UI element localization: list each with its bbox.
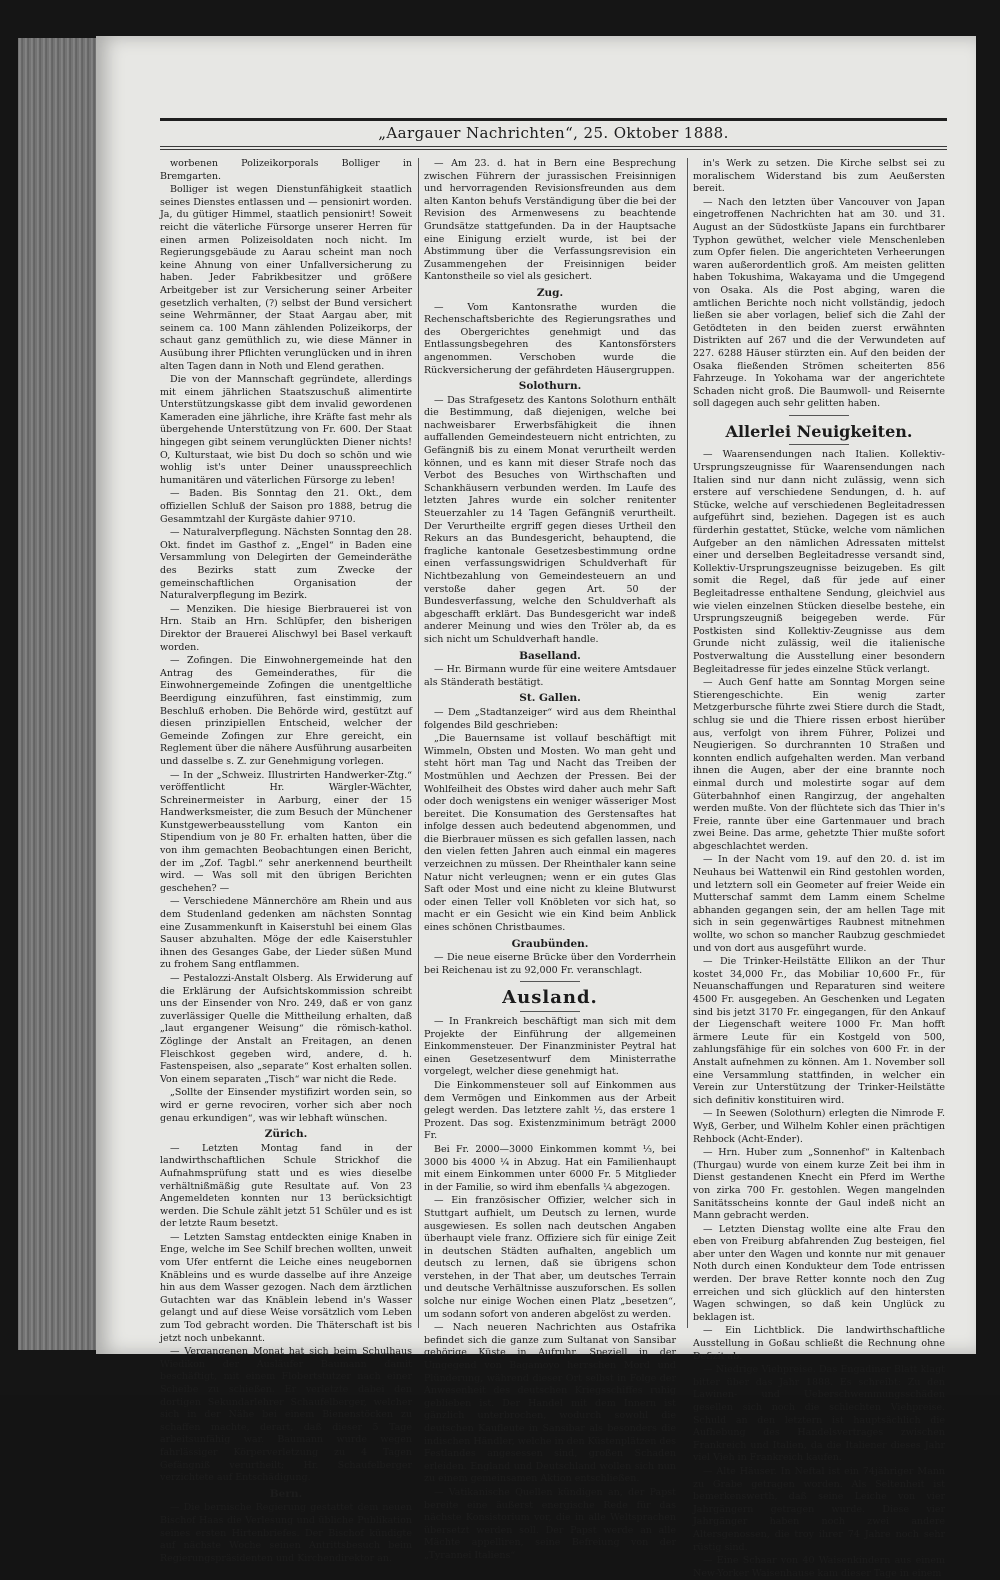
masthead-rule-bottom-2 [160, 149, 947, 150]
article-paragraph: — Waarensendungen nach Italien. Kollektiv-Ursprungszeugnisse für Waarensendungen nach Italien sind nur dann nicht zulässig, wenn sich erstere auf verschiedene Sendungen, d. h. auf Stücke, welche auf verschiedenen Begleitadressen aufgeführt sind, beziehen. Dagegen ist es auch fürderhin gestattet, Stücke, welche vom nämlichen Aufgeber an den nämlichen Adressaten mittelst einer und derselben Begleitadresse versandt sind, Kollektiv-Ursprungszeugnisse beizugeben. Es gilt somit die Regel, daß für jede auf einer Begleitadresse enthaltene Sendung, gleichviel aus wie vielen einzelnen Stücken dieselbe bestehe, ein Ursprungszeugniß beigegeben werde. Für Postkisten sind Kollektiv-Zeugnisse aus dem Grunde nicht zulässig, weil die italienische Postverwaltung die Ausstellung einer besondern Begleitadresse für jedes einzelne Stück verlangt. [693, 449, 945, 675]
article-paragraph: „Sollte der Einsender mystifizirt worden sein, so wird er gerne revociren, vorher sich aber noch genau erkundigen“, was wir lebhaft wünschen. [160, 1087, 412, 1124]
section-divider [789, 415, 849, 416]
article-paragraph: — Hrn. Huber zum „Sonnenhof“ in Kaltenbach (Thurgau) wurde von einem kurze Zeit bei ihm in Dienst gestandenen Knecht ein Pferd im Werthe von zirka 700 Fr. gestohlen. Wegen mangelnden Sanitätsscheins konnte der Gaul indeß nicht an Mann gebracht werden. [693, 1147, 945, 1222]
article-paragraph: — Vatikanische Quellen kündigen an, der Papst bereite eine äußerst energische Rede für das nächste Konsistorium vor, die in alle Weltsprachen übersetzt werden soll. Der Papst werde an alle Mächte appelliren, seine Befreiung von der „Tyrannei Italiens“ [424, 1486, 676, 1561]
article-paragraph: in's Werk zu setzen. Die Kirche selbst sei zu moralischem Widerstand bis zum Aeußersten bereit. [693, 158, 945, 195]
masthead-rule-bottom [160, 146, 947, 147]
heading-zug: Zug. [536, 286, 564, 299]
article-paragraph: — Pestalozzi-Anstalt Olsberg. Als Erwiderung auf die Erklärung der Aufsichtskommission schreibt uns der Einsender von Nro. 249, daß er von ganz zuverlässiger Quelle die Mittheilung erhalten, daß „laut ergangener Weisung“ die römisch-kathol. Zöglinge der Anstalt an Freitagen, an denen Fleischkost gegeben wird, andere, d. h. Fastenspeisen, also „separate“ Kost erhalten sollen. Von einem separaten „Tisch“ war nicht die Rede. [160, 973, 412, 1085]
article-paragraph: — Ein französischer Offizier, welcher sich in Stuttgart aufhielt, um Deutsch zu lernen, wurde ausgewiesen. Es sollen nach deutschen Angaben überhaupt viele franz. Offiziere sich für einige Zeit in deutschen Städten aufhalten, angeblich um deutsch zu lernen, daß sie übrigens schon verstehen, in der That aber, um deutsches Terrain und deutsche Verhältnisse auszuforschen. Es sollen solche nur einige Wochen einen Platz „besetzen“, um sodann sofort von anderen abgelöst zu werden. [424, 1195, 676, 1320]
masthead-rule-top [160, 118, 947, 121]
article-paragraph: — Letzten Montag fand in der landwirthschaftlichen Schule Strickhof die Aufnahmsprüfung statt und es wies dieselbe verhältnißmäßig gute Resultate auf. Von 23 Angemeldeten konnten nur 13 berücksichtigt werden. Die Schule zählt jetzt 51 Schüler und es ist der letzte Raum besetzt. [160, 1142, 412, 1230]
article-paragraph: — Die neue eiserne Brücke über den Vorderrhein bei Reichenau ist zu 92,000 Fr. veranschlagt. [424, 952, 676, 976]
section-divider [520, 1011, 580, 1012]
article-paragraph: — Die Trinker-Heilstätte Ellikon an der Thur kostet 34,000 Fr., das Mobiliar 10,600 Fr., für Neuanschaffungen und Reparaturen sind weitere 4500 Fr. ausgegeben. An Geschenken und Legaten sind bis jetzt 3170 Fr. eingegangen, für den Ankauf der Liegenschaft weitere 1000 Fr. Man hofft ärmere Leute für ein Kostgeld von 500, zahlungsfähige für ein solches von 600 Fr. in der Anstalt aufnehmen zu können. Am 1. November soll eine Versammlung stattfinden, in welcher ein Verein zur Unterstützung der Trinker-Heilstätte sich definitiv konstituiren wird. [693, 956, 945, 1106]
article-paragraph: — In der Nacht vom 19. auf den 20. d. ist im Neuhaus bei Wattenwil ein Rind gestohlen worden, und letztern soll ein Geometer auf freier Weide ein Mutterschaf sammt dem Lamm einem Schelme abhanden gegangen sein, der am hellen Tage mit sich in sein gegenwärtiges Raubnest mitnehmen wollte, wo schon so mancher Raubzug geschmiedet und von dort aus ausgeführt wurde. [693, 854, 945, 954]
article-paragraph: — In Frankreich beschäftigt man sich mit dem Projekte der Einführung der allgemeinen Einkommensteuer. Der Finanzminister Peytral hat einen Gesetzesentwurf dem Ministerrathe vorgelegt, welcher diese genehmigt hat. [424, 1016, 676, 1078]
article-paragraph: — Vergangenen Monat hat sich beim Schulhaus Wiedikon der Ausläufer Baumann damit beschäftigt, mit einem Flobertstutzer nach einer Scheibe zu schießen. Er verletzte dabei den dortigen Sekundarlehrer Schaufelberger, welcher sich in der Nähe bei einem Bienenstöcken zu schaffen machte, derart, daß dieser 5 Tage arbeitsunfähig war. Baumann wurde wegen fahrlässiger Körperverletzung zu 4 Tagen Gefängniß verurtheilt; Hr. Schaufelberger verzichtete auf Entschädigung. [160, 1346, 412, 1484]
article-paragraph: — Auch Genf hatte am Sonntag Morgen seine Stierengeschichte. Ein wenig zarter Metzgerbursche führte zwei Stiere durch die Stadt, schlug sie und die Thiere rissen erbost hierüber aus, verfolgt von ihrem Führer, Polizei und Neugierigen. So durchrannten 10 Straßen und konnten endlich aufgehalten werden. Man verband ihnen die Augen, aber der eine brannte noch einmal durch und molestirte sogar auf dem Güterbahnhof einen Rangirzug, der angehalten werden mußte. Von der flüchtete sich das Thier in's Freie, rannte über eine Gartenmauer und brach zwei Beine. Das arme, gehetzte Thier mußte sofort abgeschlachtet werden. [693, 677, 945, 852]
article-paragraph: — Die bernische Regierung gestattet dem neuen Bischof Haas die Verlesung und übliche Publikation seines ersten Hirtenbriefes. Der Bischof kündigte auf nächste Woche seinen Antrittsbesuch beim Regierungspräsidenten und Kirchendirektor an. [160, 1502, 412, 1564]
column-divider-2 [687, 158, 688, 1328]
article-paragraph: — Eine Schaar von 40 Waisenkindern aus einem New-Yorker Waisenhause kam dieser Tage in einem [693, 1555, 945, 1579]
article-paragraph: worbenen Polizeikorporals Bolliger in Bremgarten. [160, 158, 412, 182]
article-paragraph: — Niedrige Viehpreise. Das Engadiner Blatt klagt bitter über das Jahr 1888. Es schreibt: Zu den Lawinen- und Ueberschwemmungsschäden gesellen sich noch die schlechten Viehpreise. Schuld an den letztern ist hauptsächlich die Aufhebung des Handelsvertrages zwischen Frankreich und Italien, da die Italiener dieses Jahr viel Vieh in Frankreich kaufen. [693, 1364, 945, 1464]
article-paragraph: Die Einkommensteuer soll auf Einkommen aus dem Vermögen und Einkommen aus der Arbeit gelegt werden. Das letztere zahlt ½, das erstere 1 Prozent. Das sog. Existenzminimum beträgt 2000 Fr. [424, 1079, 676, 1142]
heading-bern: Bern. [269, 1487, 303, 1500]
article-paragraph: „Die Bauernsame ist vollauf beschäftigt mit Wimmeln, Obsten und Mosten. Wo man geht und steht hört man Tag und Nacht das Treiben der Mostmühlen und Aechzen der Pressen. Bei der Wohlfeilheit des Obstes wird daher auch mehr Saft oder doch wenigstens ein weniger wässeriger Most bereitet. Die Konsumation des Gerstensaftes hat infolge dessen auch bedeutend abgenommen, und die Bierbrauer müssen es sich gefallen lassen, nach den vielen fetten Jahren auch einmal ein mageres verzeichnen zu müssen. Der Rheinthaler kann seine Natur nicht verleugnen; wenn er ein gutes Glas Saft oder Most und eine nicht zu kleine Blutwurst oder einen Teller voll Knöbleten vor sich hat, so macht er ein Gesicht wie ein Kind beim Anblick eines schönen Christbaumes. [424, 733, 676, 934]
section-divider [520, 981, 580, 982]
section-divider [789, 444, 849, 445]
article-paragraph: — Letzten Samstag entdeckten einige Knaben in Enge, welche im See Schilf brechen wollten, unweit vom Ufer entfernt die Leiche eines neugebornen Knäbleins und es wurde dasselbe auf ihre Anzeige hin aus dem Wasser gezogen. Nach dem ärztlichen Gutachten war das Knäblein lebend in's Wasser gelangt und auf diese Weise vorsätzlich vom Leben zum Tod gebracht worden. Die Thäterschaft ist bis jetzt noch unbekannt. [160, 1231, 412, 1344]
article-paragraph: — Alte Häuser. In Neftal ist ein 74jähriger Mann zu Grabe getragen worden. Als Seltenheit ist bemerkenswerth, daß seine Leiche von vier Jahrgängern getragen wurde. Diese vier Jahrgänger haben noch zwei andere Altersgenossen, die troy ihrer 74 Jahre noch sehr rüstig sind. [693, 1465, 945, 1553]
heading-stgallen: St. Gallen. [519, 692, 581, 705]
article-paragraph: Die von der Mannschaft gegründete, allerdings mit einem jährlichen Staatszuschuß alimentirte Unterstützungskasse gibt dem invalid gewordenen Kameraden eine jährliche, ihre Kräfte fast mehr als übergehende Unterstützung von Fr. 600. Der Staat hingegen gibt seinem verunglückten Diener nichts! O, Kulturstaat, wie bist Du doch so schön und wie wohlig ist's unter Deiner unausspreechlich humanitären und väterlichen Fürsorge zu leben! [160, 374, 412, 486]
article-paragraph: — Verschiedene Männerchöre am Rhein und aus dem Studenland gedenken am nächsten Sonntag eine Zusammenkunft in Kaiserstuhl bei einem Glas Sauser abzuhalten. Möge der edle Kaiserstuhler ihnen des Gesanges Gabe, der Lieder süßen Mund zu frohem Sang entflammen. [160, 896, 412, 971]
article-paragraph: — Hr. Birmann wurde für eine weitere Amtsdauer als Ständerath bestätigt. [424, 664, 676, 688]
article-paragraph: Bolliger ist wegen Dienstunfähigkeit staatlich seines Dienstes entlassen und — pensionirt worden. Ja, du gütiger Himmel, staatlich pensionirt! Soweit reicht die väterliche Fürsorge unserer Herren für einen armen Polizeisoldaten noch nicht. Im Regierungsgebäude zu Aarau scheint man noch keine Ahnung von einer Unfallversicherung zu haben. Jeder Fabrikbesitzer und größere Arbeitgeber ist zur Versicherung seiner Arbeiter gesetzlich verhalten, (?) selbst der Bund versichert seine Wehrmänner, der Staat Aargau aber, mit seinem ca. 100 Mann zählenden Polizeikorps, der schaut ganz gemüthlich zu, wie diese Männer in Ausübung ihrer Pflichten verunglücken und in ihren alten Tagen dann in Noth und Elend gerathen. [160, 184, 412, 372]
article-paragraph: Bei Fr. 2000—3000 Einkommen kommt ⅓, bei 3000 bis 4000 ¼ in Abzug. Hat ein Familienhaupt mit einem Einkommen unter 6000 Fr. 5 Mitglieder in der Familie, so wird ihm ebenfalls ¼ abgezogen. [424, 1143, 676, 1193]
article-paragraph: — Am 23. d. hat in Bern eine Besprechung zwischen Führern der jurassischen Freisinnigen und hervorragenden Revisionsfreunden aus dem alten Kanton behufs Verständigung über die bei der Revision des Armenwesens zu beachtende Grundsätze stattgefunden. Da in der Hauptsache eine Einigung erzielt wurde, ist bei der Abstimmung über die Verfassungsrevision ein Zusammengehen der Freisinnigen beider Kantonstheile so viel als gesichert. [424, 158, 676, 283]
article-paragraph: — Nach den letzten über Vancouver von Japan eingetroffenen Nachrichten hat am 30. und 31. August an der Südostküste Japans ein furchtbarer Typhon gewüthet, welcher viele Menschenleben zum Opfer fielen. Die angerichteten Verheerungen waren außerordentlich groß. Am meisten gelitten haben Tokushima, Wakayama und die Umgegend von Osaka. Als die Post abging, waren die amtlichen Berichte noch nicht vollständig, jedoch ließen sie aber vorlagen, belief sich die Zahl der Getödteten in den beiden zuerst erwähnten Distrikten auf 267 und die der Verwundeten auf 227. 6288 Häuser stürzten ein. Auf den beiden der Osaka fließenden Strömen scheiterten 856 Fahrzeuge. In Yokohama war der angerichtete Schaden nicht groß. Die Baumwoll- und Reisernte soll dagegen auch sehr gelitten haben. [693, 196, 945, 410]
article-paragraph: — Vom Kantonsrathe wurden die Rechenschaftsberichte des Regierungsrathes und des Obergerichtes genehmigt und das Entlassungsbegehren des Kantonsförsters angenommen. Verschoben wurde die Rückversicherung der gefährdeten Häusergruppen. [424, 301, 676, 376]
column-left [160, 158, 412, 1564]
column-divider-1 [418, 158, 419, 1328]
heading-baselland: Baselland. [519, 649, 581, 662]
heading-allerlei-neuigkeiten: Allerlei Neuigkeiten. [725, 421, 913, 441]
article-paragraph: — In Seewen (Solothurn) erlegten die Nimrode F. Wyß, Gerber, und Wilhelm Kohler einen prächtigen Rehbock (Acht-Ender). [693, 1108, 945, 1145]
column-middle [424, 158, 676, 1561]
article-paragraph: — Naturalverpflegung. Nächsten Sonntag den 28. Okt. findet im Gasthof z. „Engel“ in Baden eine Versammlung von Delegirten der Gemeinderäthe des Bezirks statt zum Zwecke der gemeinschaftlichen Organisation der Naturalverpflegung im Bezirk. [160, 527, 412, 602]
article-paragraph: — In der „Schweiz. Illustrirten Handwerker-Ztg.“ veröffentlicht Hr. Wärgler-Wächter, Schreinermeister in Aarburg, einer der 15 Handwerksmeister, die zum Besuch der Münchener Kunstgewerbeausstellung vom Kanton ein Stipendium von je 80 Fr. erhalten hatten, über die von ihm gemachten Beobachtungen einen Bericht, der im „Zof. Tagbl.“ sehr anerkennend beurtheilt wird. — Was soll mit den übrigen Berichten geschehen? — [160, 769, 412, 894]
article-paragraph: — Letzten Dienstag wollte eine alte Frau den eben von Freiburg abfahrenden Zug besteigen, fiel aber unter den Wagen und konnte nur mit genauer Noth durch einen Kondukteur dem Tode entrissen werden. Der brave Retter konnte noch den Zug erreichen und sich glücklich auf den hintersten Wagen schwingen, so daß kein Unglück zu beklagen ist. [693, 1223, 945, 1323]
column-right [693, 158, 945, 1579]
article-paragraph: — Zofingen. Die Einwohnergemeinde hat den Antrag des Gemeinderathes, für die Einwohnergemeinde Zofingen die unentgeltliche Beerdigung einzuführen, fast einstimmig, zum Beschluß erhoben. Die Behörde wird, gestützt auf diesen prinzipiellen Entscheid, welcher der Gemeinde Zofingen zur Ehre gereicht, ein Reglement über die nähere Ausführung ausarbeiten und dasselbe s. Z. zur Genehmigung vorlegen. [160, 655, 412, 767]
article-paragraph: — Menziken. Die hiesige Bierbrauerei ist von Hrn. Staib an Hrn. Schlüpfer, den bisherigen Direktor der Brauerei Alischwyl bei Basel verkauft worden. [160, 603, 412, 653]
article-paragraph: — Ein Lichtblick. Die landwirthschaftliche Ausstellung in Goßau schließt die Rechnung ohne Defizit ab. [693, 1325, 945, 1362]
page-stack-edge [18, 38, 103, 1350]
article-paragraph: — Dem „Stadtanzeiger“ wird aus dem Rheinthal folgendes Bild geschrieben: [424, 706, 676, 731]
article-paragraph: — Baden. Bis Sonntag den 21. Okt., dem offiziellen Schluß der Saison pro 1888, betrug die Gesammtzahl der Kurgäste dahier 9710. [160, 488, 412, 525]
article-paragraph: — Das Strafgesetz des Kantons Solothurn enthält die Bestimmung, daß diejenigen, welche bei nachweisbarer Erwerbsfähigkeit die ihnen auffallenden Gemeindesteuern nicht entrichten, zu Gefängniß bis zu einem Monat verurtheilt werden können, und es kann mit dieser Strafe noch das Verbot des Besuches von Wirthschaften und Schankhäusern verbunden werden. Im Laufe des letzten Jahres wurde ein solcher renitenter Steuerzahler zu 14 Tagen Gefängniß verurtheilt. Der Verurtheilte ergriff gegen dieses Urtheil den Rekurs an das Bundesgericht, behauptend, die fragliche kantonale Gesetzesbestimmung ordne einen verfassungswidrigen Schuldverhaft für Nichtbezahlung von Gemeindesteuern an und verstoße daher gegen Art. 50 der Bundesverfassung, welche den Schuldverhaft als abgeschafft erklärt. Das Bundesgericht war indeß anderer Meinung und wies den Tröler ab, da es sich nicht um Schuldverhaft handle. [424, 394, 676, 645]
article-paragraph: — Nach neueren Nachrichten aus Ostafrika befindet sich die ganze zum Sultanat von Sansibar gehörige Küste in Aufruhr. Speziell in der Umgegend von Bagamoyo herrschen Mord und Plünderung, während dieser Ort selbst in Folge der Anwesenheit des deutschen Kriegsschiffes ruhig geblieben ist. Der Handel mit dem Innern ist gänzlich unterbrochen, wodurch sowohl die deutschen Kaufleute in Sansibar als besonders die indischen Händler, welche in den Küstenplätzen des Festlandes angesessen sind, großen Schaden erleiden. England und Deutschland wollen sich nun zu einem gemeinsamen Aktion entschließen. [424, 1322, 676, 1485]
heading-graubuenden: Graubünden. [511, 937, 589, 950]
heading-ausland: Ausland. [502, 987, 598, 1009]
heading-zurich: Zürich. [264, 1128, 308, 1141]
heading-solothurn: Solothurn. [518, 380, 582, 393]
masthead: „Aargauer Nachrichten“, 25. Oktober 1888. [378, 124, 729, 142]
